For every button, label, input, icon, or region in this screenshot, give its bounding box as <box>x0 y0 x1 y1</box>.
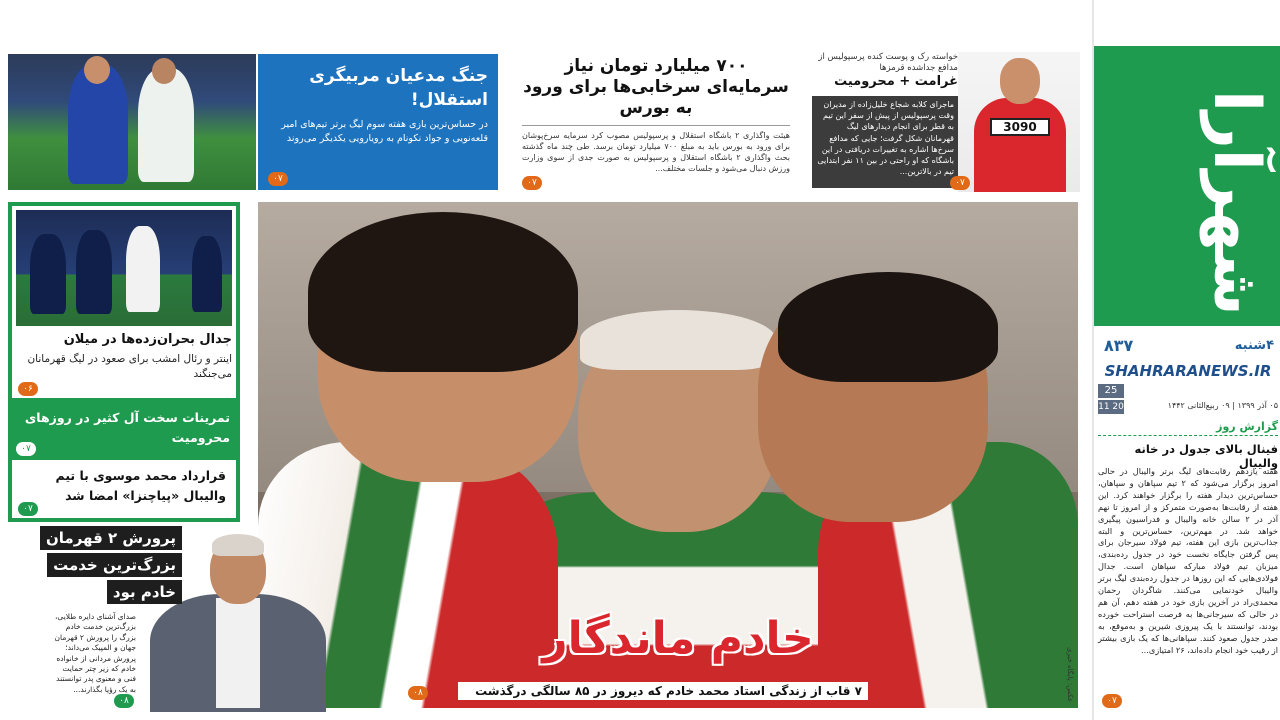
red-shirt <box>974 98 1066 192</box>
player-photo <box>958 52 1080 192</box>
page-badge[interactable]: ۰۷ <box>950 176 970 190</box>
story-title: ۷۰۰ میلیارد تومان نیاز سرمایه‌ای سرخابی‌ها برای ورود به بورس <box>523 56 789 118</box>
shirt-number: 3090 <box>990 118 1050 136</box>
page-badge[interactable]: ۰۷ <box>522 176 542 190</box>
bourse-story[interactable] <box>512 52 800 192</box>
player-figure <box>76 230 112 314</box>
persepolis-story[interactable] <box>812 52 1080 192</box>
day-box: 25 <box>1098 384 1124 398</box>
story-body: هیئت واگذاری ۲ باشگاه استقلال و پرسپولیس مصوب کرد سرمایه سرخ‌پوشان برای ورود به بورس باید به مبلغ ۷۰۰ میلیارد تومان برسد. طی چند ماه گذشته بحث واگذاری ۲ باشگاه استقلال و پرسپولیس به صورت جدی از سوی وزارت ورزش دنبال می‌شود و جلسات مختلف... <box>522 131 791 173</box>
site-url[interactable]: SHAHRARANEWS.IR <box>1104 362 1272 380</box>
story-body: اینتر و رئال امشب برای صعود در لیگ قهرمانان می‌جنگند <box>27 353 232 380</box>
weekday: ۴شنبه <box>1234 337 1274 353</box>
player-head <box>84 56 110 84</box>
story-title: تمرینات سخت آل کثیر در روزهای محرومیت <box>24 410 230 445</box>
esteghlal-story[interactable] <box>258 54 498 190</box>
milan-story[interactable] <box>8 202 240 402</box>
issue-number: ۸۳۷ <box>1104 335 1134 355</box>
portrait-hair <box>212 534 264 556</box>
player-figure <box>138 68 194 182</box>
football-photo <box>8 54 256 190</box>
date-row <box>1098 384 1278 416</box>
main-headline[interactable]: خادم ماندگار <box>542 613 814 664</box>
player-head <box>152 58 176 84</box>
month-box: 11 20 <box>1098 402 1124 412</box>
story-title: غرامت + محرومیت <box>834 74 958 89</box>
player-head <box>1000 58 1040 104</box>
story-body: ماجرای کلابه شجاع خلیل‌زاده از مدیران وقت پرسپولیس از پیش از سفر این تیم به قطر برای انجام دیدارهای لیگ قهرمانان شکل گرفت؛ جایی که مدافع سرخ‌ها اشاره به تغییرات دریافتی در این باشگاه که او راحتی در بین ۱۱ نفر ابتدایی تیم در بالاترین... <box>812 96 958 188</box>
story-kicker: خواسته رک و پوست کنده پرسپولیس از مدافع جداشده قرمزها <box>818 52 958 73</box>
report-body: هفته یازدهم رقابت‌های لیگ برتر والیبال در حالی امروز برگزار می‌شود که ۲ تیم سپاهان و سپاهان، حساس‌ترین دیدار هفته را برگزار خواهند کرد. این هفته از رقابت‌ها به‌صورت متمرکز و از امروز تا نهم آذر در ۲ سالن خانه والیبال و فدراسیون پیگیری خواهد شد. در مهم‌ترین، حساس‌ترین و البته جذاب‌ترین بازی این هفته، تیم فولاد سیرجان برای پس گرفتن جایگاه نخست خود در جدول رده‌بندی، میزبان تیم فولاد مبارکه سپاهان است. جدال فولادی‌هایی که این روزها در جدول رده‌بندی لیگ برتر والیبال خودنمایی می‌کنند. شاگردان رحمان محمدی‌راد در آخرین بازی خود در هفته دهم، آن هم در حالی که سیرجانی‌ها به فرصت استراحت خورده بودند، توانستند با یک پیروزی شیرین و به‌موقع، به صدر جدول صعود کنند. سپاهانی‌ها که یک بازی بیشتر از رقیب خود انجام داده‌اند، ۲۶ امتیازی... <box>1098 466 1278 655</box>
main-caption: ۷ قاب از زندگی استاد محمد خادم که دیروز در ۸۵ سالگی درگذشت <box>458 682 868 700</box>
left-hair <box>308 212 578 372</box>
main-photo <box>258 202 1078 708</box>
page-badge[interactable]: ۰۷ <box>16 442 36 456</box>
masthead <box>1092 0 1280 720</box>
elder-hair <box>580 310 776 370</box>
story-title: جدال بحران‌زده‌ها در میلان <box>63 332 232 347</box>
issue-line <box>1104 332 1274 358</box>
match-photo <box>16 210 232 326</box>
page-badge[interactable]: ۰۸ <box>408 686 428 700</box>
page-badge[interactable]: ۰۶ <box>18 382 38 396</box>
story-title: جنگ مدعیان مربیگری استقلال! <box>309 66 488 110</box>
report-title[interactable]: فینال بالای جدول در خانه والیبال <box>1134 442 1278 470</box>
right-hair <box>778 272 998 382</box>
story-title: قرارداد محمد موسوی با تیم والیبال «پیاچنزا» امضا شد <box>55 468 226 503</box>
page-badge[interactable]: ۰۷ <box>18 502 38 516</box>
title-line: بزرگ‌ترین خدمت <box>47 553 182 577</box>
player-figure <box>126 226 160 312</box>
page-badge[interactable]: ۰۷ <box>268 172 288 186</box>
divider <box>522 125 790 126</box>
story-body: صدای آشنای دایره طلایی، بزرگ‌ترین خدمت خادم بزرگ را پرورش ۲ قهرمان جهان و المپیک می‌داند؛ پرورش مردانی از خانواده خادم که زیر چتر حمایت فنی و معنوی پدر توانستند به یک رؤیا بگذارند... <box>54 612 136 694</box>
story-title <box>14 526 182 607</box>
title-line: خادم بود <box>107 580 182 604</box>
player-figure <box>30 234 66 314</box>
training-story[interactable] <box>8 402 240 460</box>
photo-credit: عکس: پایگاه خبری <box>1066 646 1074 702</box>
section-heading: گزارش روز <box>1098 420 1278 436</box>
volleyball-story[interactable] <box>8 460 240 522</box>
shirt <box>216 598 260 708</box>
newspaper-logo: شهرآرا <box>1199 90 1273 316</box>
player-figure <box>192 236 222 312</box>
logo-panel <box>1094 46 1280 326</box>
story-body: در حساس‌ترین بازی هفته سوم لیگ برتر تیم‌های امیر قلعه‌نویی و جواد نکونام به رویارویی یکدیگر می‌روند <box>281 119 488 144</box>
title-line: پرورش ۲ قهرمان <box>40 526 182 550</box>
page-badge[interactable]: ۰۸ <box>114 694 134 708</box>
khadem-story[interactable] <box>8 524 240 712</box>
date-persian: ۰۵ آذر ۱۳۹۹ | ۰۹ ربیع‌الثانی ۱۴۴۲ <box>1167 401 1278 410</box>
page-badge[interactable]: ۰۷ <box>1102 694 1122 708</box>
